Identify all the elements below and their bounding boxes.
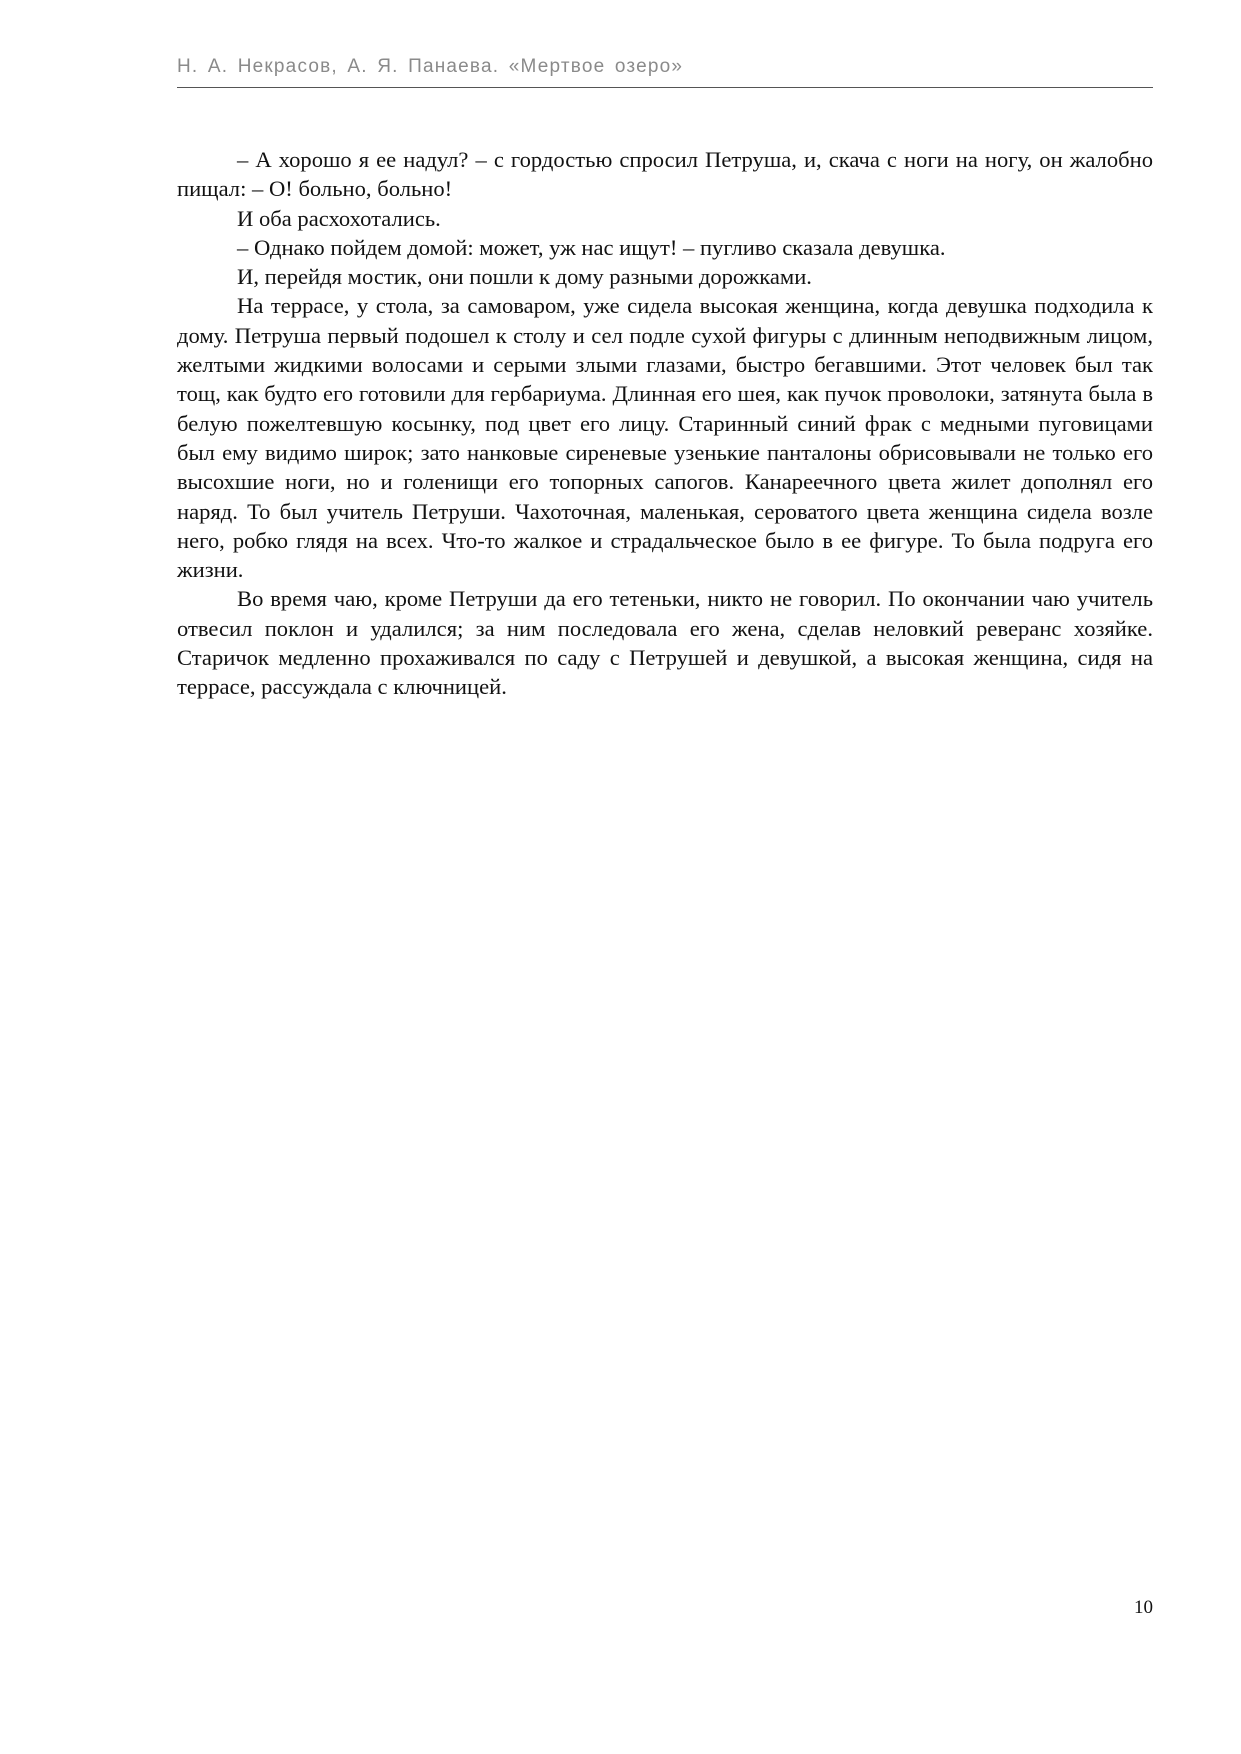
paragraph: И оба расхохотались.	[237, 205, 441, 231]
paragraph: На террасе, у стола, за самоваром, уже сидела высокая женщина, когда девушка подходила к дому. Петруша первый подошел к столу и сел подле сухой фигуры с длинным неподвижным лицом, желтыми жидкими волосами и серыми злыми глазами, быстро бегавшими. Этот человек был так тощ, как будто его готовили для гербариума. Длинная его шея, как пучок проволоки, затянута была в белую пожелтевшую косынку, под цвет его лицу. Старинный синий фрак с медными пуговицами был ему видимо широк; зато нанковые сиреневые узенькие панталоны обрисовывали не только его высохшие ноги, но и голенищи его топорных сапогов. Канареечного цвета жилет дополнял его наряд. То был учитель Петруши. Чахоточная, маленькая, сероватого цвета женщина сидела возле него, робко глядя на всех. Что-то жалкое и страдальческое было в ее фигуре. То была подруга его жизни.	[177, 293, 1153, 583]
page-number: 10	[1134, 1597, 1153, 1618]
body-text	[177, 145, 1153, 702]
paragraph: – А хорошо я ее надул? – с гордостью спросил Петруша, и, скача с ноги на ногу, он жалобно пищал: – О! больно, больно!	[177, 147, 1153, 202]
header-rule	[177, 87, 1153, 88]
paragraph: Во время чаю, кроме Петруши да его тетеньки, никто не говорил. По окончании чаю учитель отвесил поклон и удалился; за ним последовала его жена, сделав неловкий реверанс хозяйке. Старичок медленно прохаживался по саду с Петрушей и девушкой, а высокая женщина, сидя на террасе, рассуждала с ключницей.	[177, 586, 1153, 700]
paragraph: – Однако пойдем домой: может, уж нас ищут! – пугливо сказала девушка.	[237, 234, 946, 260]
paragraph: И, перейдя мостик, они пошли к дому разными дорожками.	[237, 264, 812, 290]
running-header-title: Н. А. Некрасов, А. Я. Панаева. «Мертвое озеро»	[177, 56, 684, 77]
